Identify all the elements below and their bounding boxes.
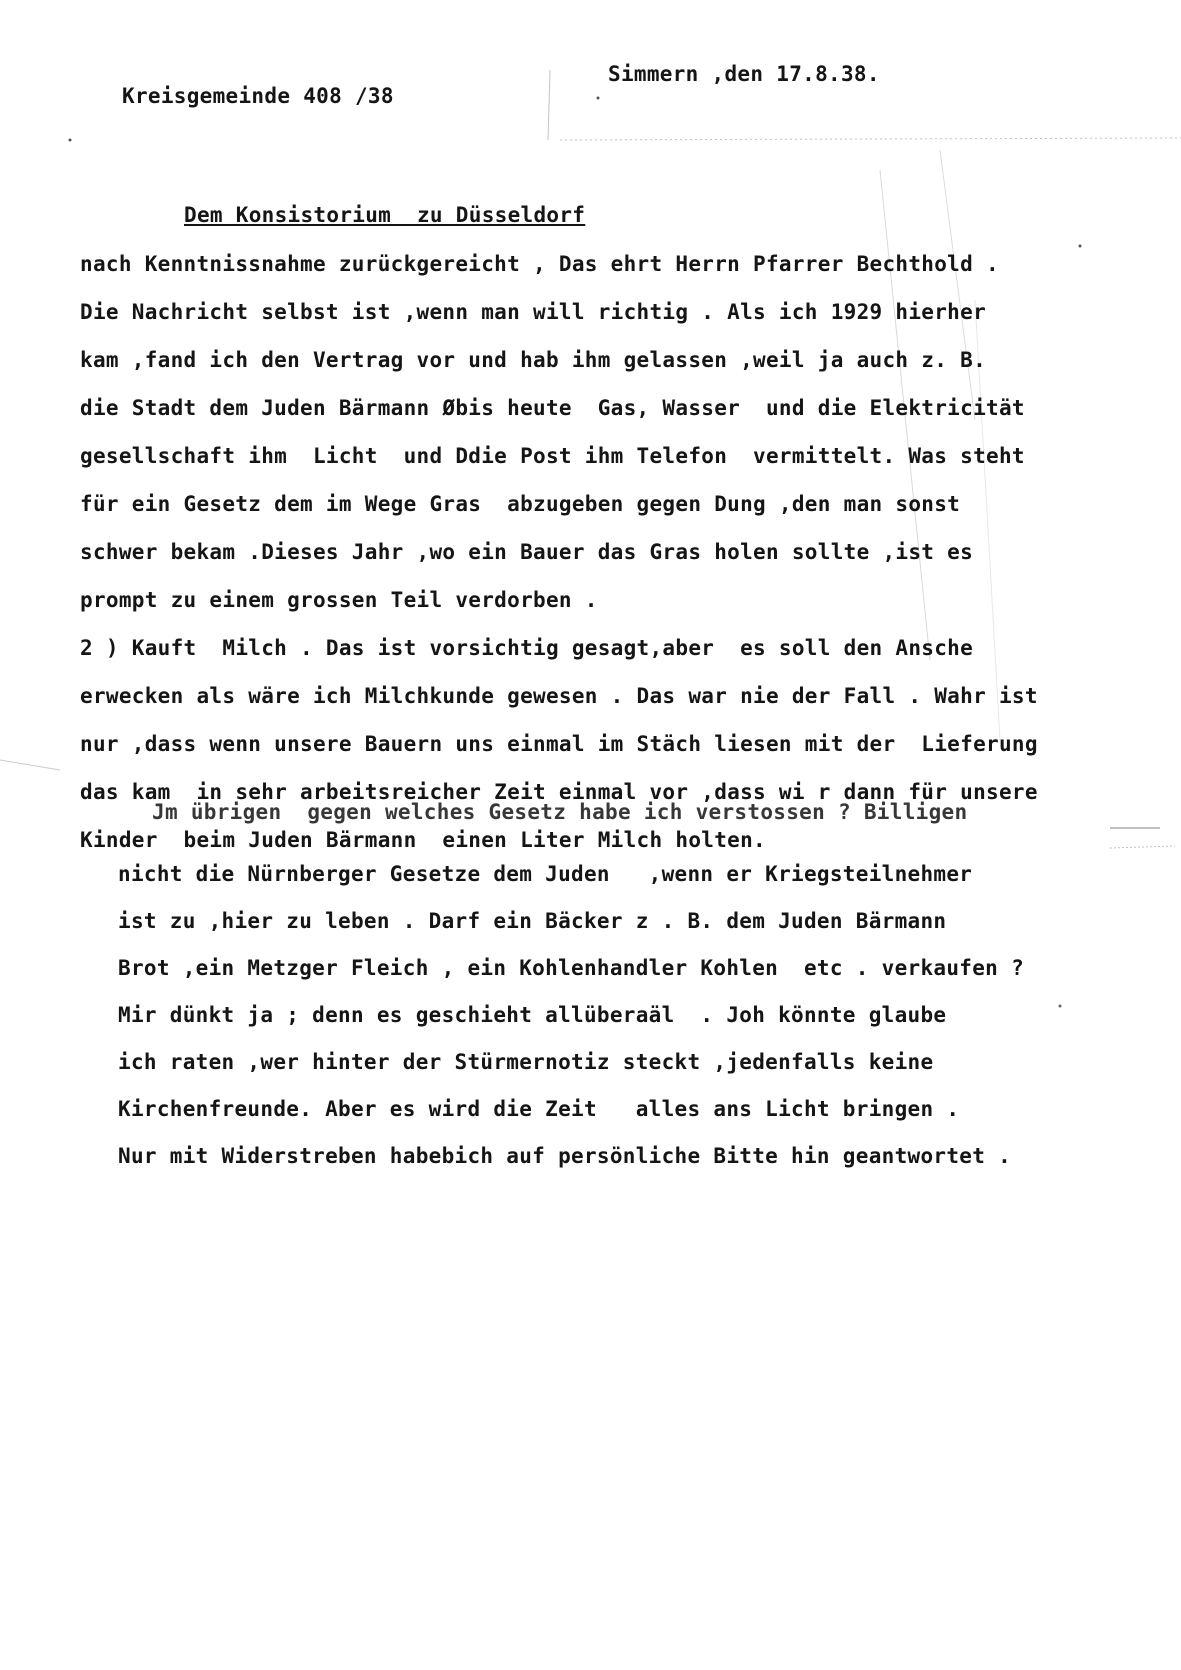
place-and-date: Simmern ,den 17.8.38. — [608, 62, 880, 86]
body-line: gesellschaft ihm Licht und Ddie Post ihm Telefon vermittelt. Was steht — [80, 444, 1025, 468]
body-line: Mir dünkt ja ; denn es geschieht allüberaäl . Joh könnte glaube — [118, 1003, 947, 1027]
overprinted-line: Jm übrigen gegen welches Gesetz habe ich verstossen ? Billigen — [152, 800, 968, 824]
body-line: erwecken als wäre ich Milchkunde gewesen . Das war nie der Fall . Wahr ist — [80, 684, 1038, 708]
body-line: nach Kenntnissnahme zurückgereicht , Das ehrt Herrn Pfarrer Bechthold . — [80, 252, 999, 276]
body-line: schwer bekam .Dieses Jahr ,wo ein Bauer das Gras holen sollte ,ist es — [80, 540, 974, 564]
addressee: Dem Konsistorium zu Düsseldorf — [184, 203, 586, 227]
body-line: kam ,fand ich den Vertrag vor und hab ihm gelassen ,weil ja auch z. B. — [80, 348, 987, 372]
body-line: die Stadt dem Juden Bärmann Øbis heute Gas, Wasser und die Elektricität — [80, 396, 1025, 420]
body-line: prompt zu einem grossen Teil verdorben . — [80, 588, 598, 612]
body-line: Kinder beim Juden Bärmann einen Liter Milch holten. — [80, 828, 766, 852]
body-line: Kirchenfreunde. Aber es wird die Zeit alles ans Licht bringen . — [118, 1097, 960, 1121]
body-line: 2 ) Kauft Milch . Das ist vorsichtig gesagt,aber es soll den Ansche — [80, 636, 974, 660]
body-line: ist zu ,hier zu leben . Darf ein Bäcker z . B. dem Juden Bärmann — [118, 909, 947, 933]
body-line: ich raten ,wer hinter der Stürmernotiz steckt ,jedenfalls keine — [118, 1050, 934, 1074]
body-line: Die Nachricht selbst ist ,wenn man will richtig . Als ich 1929 hierher — [80, 300, 987, 324]
body-line: für ein Gesetz dem im Wege Gras abzugeben gegen Dung ,den man sonst — [80, 492, 961, 516]
body-line: nicht die Nürnberger Gesetze dem Juden ,wenn er Kriegsteilnehmer — [118, 862, 973, 886]
body-line: Nur mit Widerstreben habebich auf persönliche Bitte hin geantwortet . — [118, 1144, 1012, 1168]
body-line: das kam in sehr arbeitsreicher Zeit einmal vor ,dass wi r dann für unsere — [80, 780, 1038, 804]
body-line: Brot ,ein Metzger Fleich , ein Kohlenhandler Kohlen etc . verkaufen ? — [118, 956, 1025, 980]
reference-number: Kreisgemeinde 408 /38 — [122, 84, 394, 108]
body-line: nur ,dass wenn unsere Bauern uns einmal im Stäch liesen mit der Lieferung — [80, 732, 1038, 756]
